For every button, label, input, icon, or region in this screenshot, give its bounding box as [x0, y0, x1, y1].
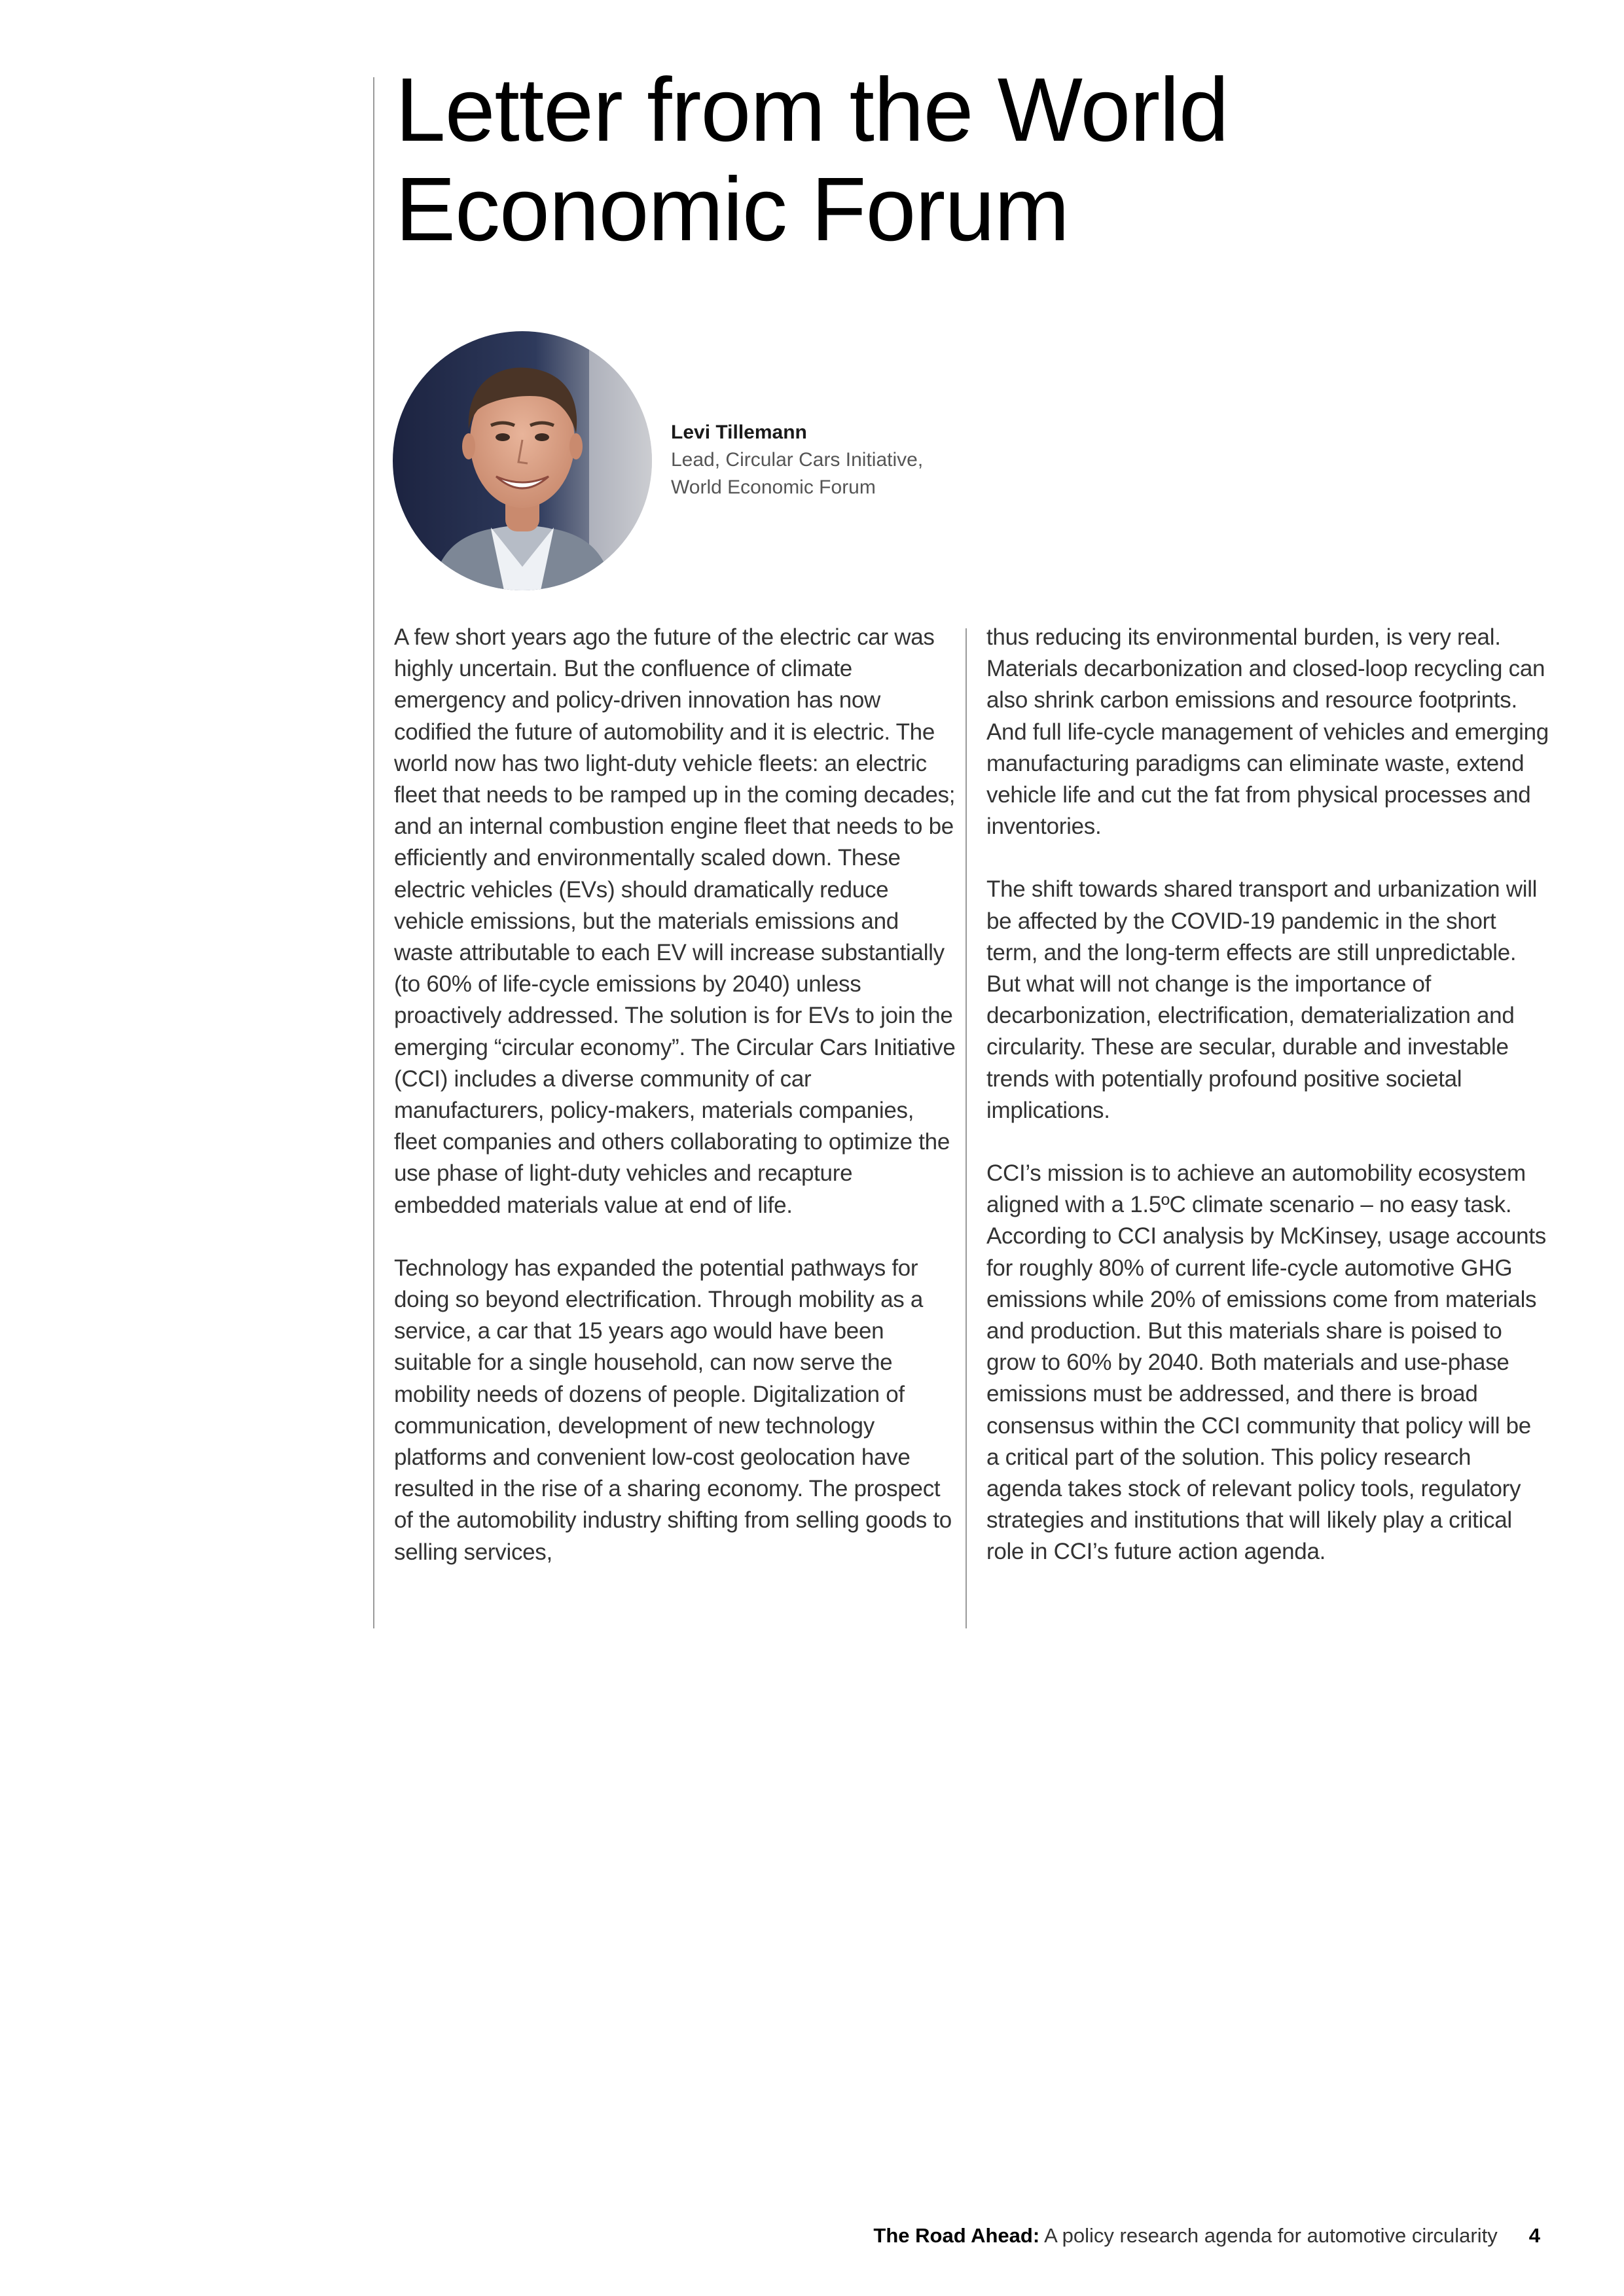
author-role-line-1: Lead, Circular Cars Initiative, [671, 449, 924, 471]
body-column-left [394, 622, 957, 1600]
author-portrait [393, 331, 652, 590]
author-role-line-2: World Economic Forum [671, 476, 876, 498]
page-footer [873, 2223, 1540, 2249]
author-info [671, 419, 1064, 501]
page-title [395, 60, 1508, 259]
author-name: Levi Tillemann [671, 422, 807, 443]
column-divider-rule [965, 628, 967, 1628]
body-paragraph: A few short years ago the future of the electric car was highly uncertain. But the confluence of climate emergency and policy-driven innovation has now codified the future of automobility and it is electric. The world now has two light-duty vehicle fleets: an electric fleet that needs to be ramped up in the coming decades; and an internal combustion engine fleet that needs to be efficiently and environmentally scaled down. These electric vehicles (EVs) should dramatically reduce vehicle emissions, but the materials emissions and waste attributable to each EV will increase substantially (to 60% of life-cycle emissions by 2040) unless proactively addressed. The solution is for EVs to join the emerging “circular economy”. The Circular Cars Initiative (CCI) includes a diverse community of car manufacturers, policy-makers, materials companies, fleet companies and others collaborating to optimize the use phase of light-duty vehicles and recapture embedded materials value at end of life. [394, 624, 956, 1218]
body-paragraph: CCI’s mission is to achieve an automobility ecosystem aligned with a 1.5ºC climate scenario – no easy task. According to CCI analysis by McKinsey, usage accounts for roughly 80% of current life-cycle automotive GHG emissions while 20% of emissions come from materials and production. But this materials share is poised to grow to 60% by 2040. Both materials and use-phase emissions must be addressed, and there is broad consensus within the CCI community that policy will be a critical part of the solution. This policy research agenda takes stock of relevant policy tools, regulatory strategies and institutions that will likely play a critical role in CCI’s future action agenda. [986, 1160, 1546, 1565]
body-paragraph: Technology has expanded the potential pathways for doing so beyond electrification. Through mobility as a service, a car that 15 years ago would have been suitable for a single household, can now serve the mobility needs of dozens of people. Digitalization of communication, development of new technology platforms and convenient low-cost geolocation have resulted in the rise of a sharing economy. The prospect of the automobility industry shifting from selling goods to selling services, [394, 1255, 952, 1565]
title-vertical-rule [373, 77, 374, 1628]
footer-report-subtitle: A policy research agenda for automotive circularity [1039, 2224, 1498, 2247]
page-number: 4 [1528, 2224, 1540, 2247]
body-column-right [986, 622, 1549, 1600]
page-title-line-2: Economic Forum [395, 159, 1069, 260]
body-paragraph: thus reducing its environmental burden, is very real. Materials decarbonization and closed-loop recycling can also shrink carbon emissions and resource footprints. And full life-cycle management of vehicles and emerging manufacturing paradigms can eliminate waste, extend vehicle life and cut the fat from physical processes and inventories. [986, 624, 1549, 840]
footer-report-title: The Road Ahead: [873, 2224, 1040, 2247]
body-paragraph: The shift towards shared transport and urbanization will be affected by the COVID-19 pandemic in the short term, and the long-term effects are still unpredictable. But what will not change is the importance of decarbonization, electrification, dematerialization and circularity. These are secular, durable and investable trends with potentially profound positive societal implications. [986, 876, 1538, 1123]
page-title-line-1: Letter from the World [395, 60, 1229, 160]
author-portrait-icon [393, 331, 652, 590]
